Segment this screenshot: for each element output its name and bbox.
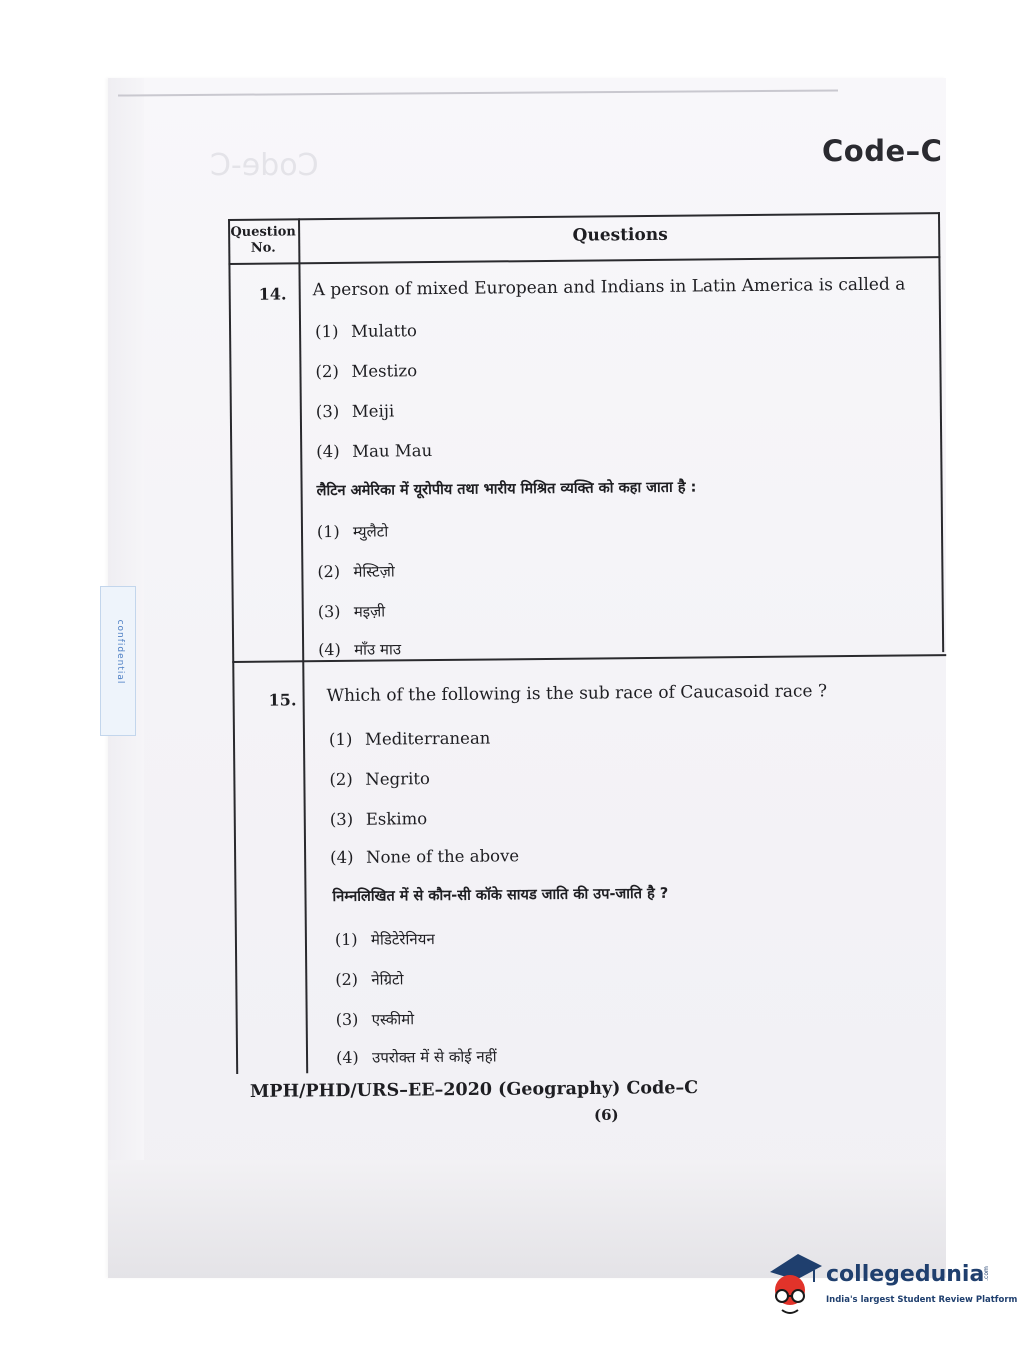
mascot-icon	[764, 1250, 824, 1320]
stamp-label-text: confidential	[115, 619, 125, 685]
option-text: Mestizo	[351, 361, 418, 381]
bleed-through-code: Code-C	[210, 148, 319, 183]
option-3	[316, 401, 395, 421]
question-text-hindi: निम्नलिखित में से कौन-सी कॉके सायड जाति की उप-जाति है ?	[332, 885, 669, 906]
option-number: (2)	[315, 361, 339, 382]
option-2-hindi	[317, 561, 394, 582]
question-text: Which of the following is the sub race of Caucasoid race ?	[326, 681, 828, 707]
option-number: (4)	[316, 441, 340, 462]
table-column-divider	[298, 218, 308, 1073]
option-number: (3)	[317, 601, 341, 622]
option-1-hindi	[317, 521, 388, 542]
option-number: (3)	[329, 809, 354, 830]
option-2-hindi	[335, 969, 403, 990]
option-3-hindi	[318, 602, 386, 623]
option-number: (2)	[317, 561, 341, 582]
header-question-no	[228, 224, 298, 257]
brand-name: collegedunia	[826, 1262, 985, 1287]
option-text: Mau Mau	[352, 441, 433, 461]
option-4	[316, 441, 432, 461]
option-4-hindi	[336, 1046, 497, 1068]
paper-code: Code–C	[822, 134, 943, 168]
option-number: (1)	[328, 729, 353, 750]
brand-suffix: .com	[982, 1266, 990, 1281]
option-number: (4)	[318, 639, 341, 660]
option-1	[315, 321, 417, 341]
option-text: म्युलैटो	[352, 522, 389, 541]
question-text-hindi: लैटिन अमेरिका में यूरोपीय तथा भारीय मिश्रित व्यक्ति को कहा जाता है :	[316, 479, 697, 500]
option-4-hindi	[318, 639, 401, 660]
option-text: Mediterranean	[364, 728, 491, 749]
option-number: (3)	[335, 1009, 359, 1030]
option-2	[315, 361, 417, 381]
option-text: मइज़ी	[353, 602, 386, 621]
question-number: 15.	[268, 690, 297, 710]
option-text: Mulatto	[350, 321, 418, 341]
table-header-divider	[228, 256, 940, 265]
option-1-hindi	[335, 929, 435, 950]
option-text: None of the above	[366, 846, 520, 867]
option-1	[329, 729, 491, 750]
option-4	[330, 846, 519, 867]
header-question-no-line1: Question	[230, 224, 296, 240]
option-3	[330, 809, 428, 829]
stamp-label	[100, 586, 136, 736]
option-number: (2)	[329, 769, 353, 790]
option-number: (1)	[314, 321, 339, 342]
header-questions: Questions	[572, 224, 668, 246]
option-number: (1)	[316, 521, 340, 542]
header-question-no-line2: No.	[250, 240, 276, 256]
option-text: Meiji	[351, 401, 395, 421]
page-number: (6)	[594, 1106, 619, 1124]
option-text: मेस्टिज़ो	[353, 562, 395, 581]
option-2	[329, 769, 430, 789]
option-number: (2)	[335, 969, 359, 990]
brand-tagline: India's largest Student Review Platform	[826, 1295, 1018, 1305]
question-number: 14.	[258, 284, 287, 304]
option-text: Eskimo	[365, 809, 428, 829]
option-number: (1)	[334, 929, 358, 950]
option-text: मेडिटेरेनियन	[370, 930, 435, 949]
option-text: Negrito	[365, 769, 430, 789]
question-text: A person of mixed European and Indians in Latin America is called a	[312, 274, 906, 301]
exam-footer: MPH/PHD/URS–EE–2020 (Geography) Code–C	[249, 1078, 699, 1102]
option-3-hindi	[336, 1009, 415, 1030]
option-number: (4)	[330, 847, 354, 868]
option-text: माँउ माउ	[354, 640, 402, 659]
question-table	[228, 212, 950, 1074]
option-number: (4)	[335, 1047, 359, 1068]
option-text: एस्कीमो	[371, 1010, 415, 1029]
collegedunia-logo	[764, 1250, 1018, 1320]
option-text: नेग्रिटो	[371, 970, 404, 989]
option-text: उपरोक्त में से कोई नहीं	[371, 1047, 497, 1067]
option-number: (3)	[315, 401, 340, 422]
